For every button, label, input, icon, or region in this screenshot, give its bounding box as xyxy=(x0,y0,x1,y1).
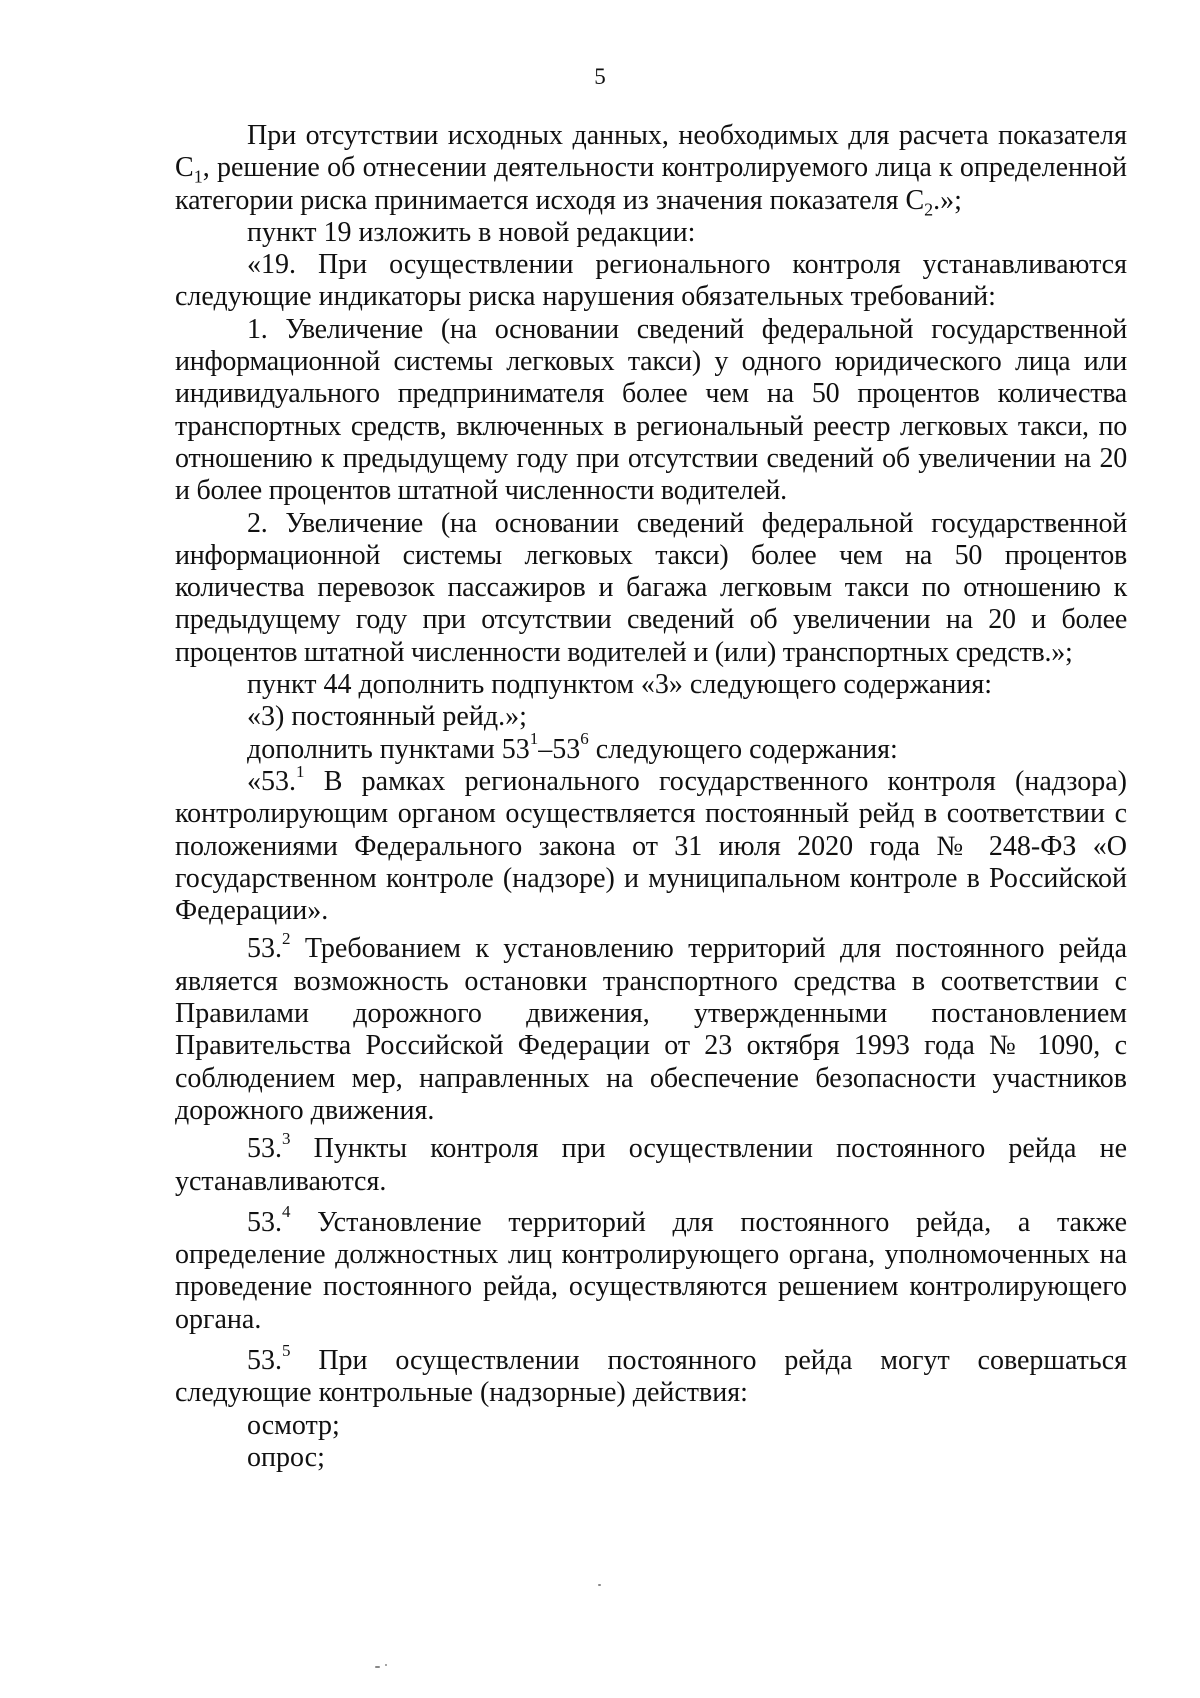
text-fragment: следующего содержания: xyxy=(588,733,898,765)
page-number: 5 xyxy=(594,64,606,89)
paragraph-item-44-intro: пункт 44 дополнить подпунктом «3» следующего содержания: xyxy=(247,669,993,701)
paragraph-item-53-4 xyxy=(175,1202,1127,1336)
scan-speck xyxy=(375,1666,380,1668)
paragraph-item-19: «19. При осуществлении регионального контроля устанавливаются следующие индикаторы риска нарушения обязательных требований: xyxy=(175,249,1127,313)
paragraph-add-items-53 xyxy=(175,729,1127,766)
text-fragment: 53. xyxy=(247,1344,282,1376)
paragraph-item-53-2 xyxy=(175,929,1127,1127)
text-fragment: –53 xyxy=(538,733,581,765)
list-item-survey: опрос; xyxy=(247,1441,325,1473)
text-fragment: При осуществлении постоянного рейда могут совершаться следующие контрольные (надзорные) действия: xyxy=(175,1344,1127,1409)
subscript: 2 xyxy=(924,199,934,220)
text-fragment: Требованием к установлению территорий для постоянного рейда является возможность остановки транспортного средства в соответствии с Правилами дорожного движения, утвержденными постановлением Правительства Российской Федерации от 23 октября 1993 года № 1090, с соблюдением мер, направленных на обеспечение безопасности участников дорожного движения. xyxy=(175,933,1127,1126)
subscript: 1 xyxy=(193,166,203,187)
text-fragment: , решение об отнесении деятельности контролируемого лица к определенной категории риска принимается исходя из значения показателя С xyxy=(175,152,1127,216)
paragraph-indicator-c1-note xyxy=(175,120,1127,220)
paragraph-risk-indicator-1: 1. Увеличение (на основании сведений федеральной государственной информационной системы легковых такси) у одного юридического лица или индивидуального предпринимателя более чем на 50 процентов количества транспортных средств, включенных в региональный реестр легковых такси, по отношению к предыдущему году при отсутствии сведений об увеличении на 20 и более процентов штатной численности водителей. xyxy=(175,313,1127,507)
text-fragment: Установление территорий для постоянного рейда, а также определение должностных лиц контролирующего органа, уполномоченных на проведение постоянного рейда, осуществляются решением контролирующего органа. xyxy=(175,1206,1127,1335)
paragraph-item-53-3 xyxy=(175,1128,1127,1198)
paragraph-item-53-1 xyxy=(175,761,1127,927)
document-body xyxy=(175,120,1127,1474)
text-fragment: 53. xyxy=(247,1206,282,1238)
superscript: 2 xyxy=(282,929,291,949)
superscript: 4 xyxy=(282,1202,291,1222)
text-fragment: В рамках регионального государственного контроля (надзора) контролирующим органом осуществляется постоянный рейд в соответствии с положениями Федерального закона от 31 июля 2020 года № 248-ФЗ «О государственном контроле (надзоре) и муниципальном контроле в Российской Федерации». xyxy=(175,765,1127,927)
text-fragment: «53. xyxy=(247,765,296,797)
text-fragment: 53. xyxy=(247,933,282,965)
scan-speck xyxy=(598,1584,601,1586)
scan-speck xyxy=(385,1664,387,1666)
text-fragment: Пункты контроля при осуществлении постоянного рейда не устанавливаются. xyxy=(175,1133,1127,1197)
superscript: 3 xyxy=(282,1128,291,1148)
superscript: 1 xyxy=(529,729,539,749)
superscript: 6 xyxy=(580,729,589,749)
text-fragment: 53. xyxy=(247,1133,282,1165)
list-item-inspection: осмотр; xyxy=(247,1409,340,1441)
paragraph-item-53-5 xyxy=(175,1340,1127,1410)
paragraph-subitem-3: «3) постоянный рейд.»; xyxy=(247,701,527,733)
paragraph-item-19-intro: пункт 19 изложить в новой редакции: xyxy=(247,216,696,248)
superscript: 1 xyxy=(296,761,305,781)
text-fragment: дополнить пунктами 53 xyxy=(247,733,530,765)
text-fragment: .»; xyxy=(933,184,962,216)
superscript: 5 xyxy=(282,1340,291,1360)
paragraph-risk-indicator-2: 2. Увеличение (на основании сведений федеральной государственной информационной системы легковых такси) более чем на 50 процентов количества перевозок пассажиров и багажа легковым такси по отношению к предыдущему году при отсутствии сведений об увеличении на 20 и более процентов штатной численности водителей и (или) транспортных средств.»; xyxy=(175,507,1127,668)
text-fragment: При отсутствии исходных данных, необходимых для расчета показателя С xyxy=(175,120,1127,184)
